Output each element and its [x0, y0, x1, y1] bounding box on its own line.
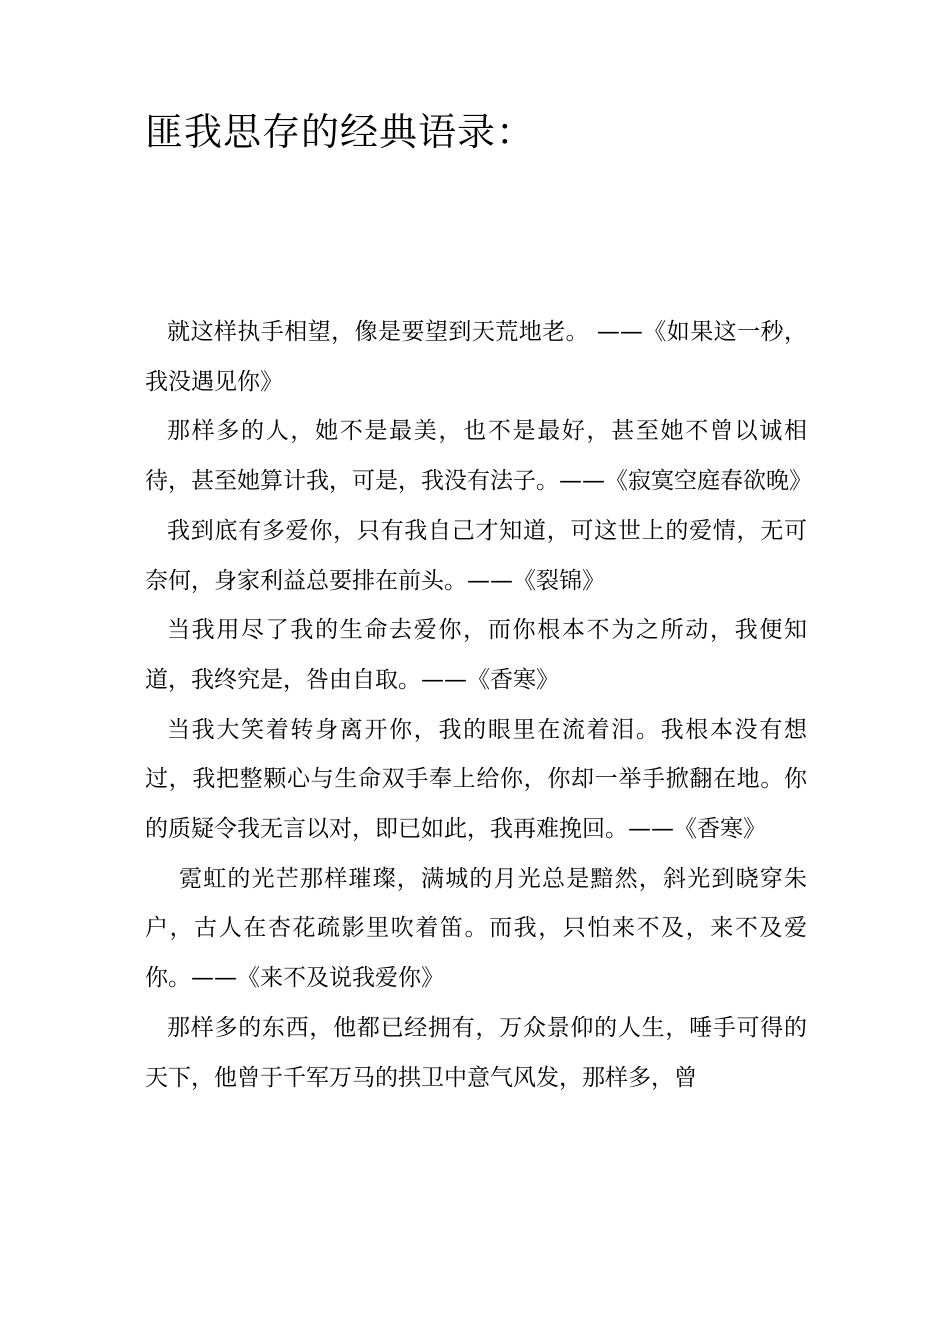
quote-paragraph: 就这样执手相望，像是要望到天荒地老。 ——《如果这一秒，我没遇见你》: [145, 319, 807, 395]
quote-paragraph: 当我用尽了我的生命去爱你，而你根本不为之所动，我便知道，我终究是，咎由自取。——《香寒》: [145, 617, 807, 693]
document-body: [145, 308, 812, 1103]
quote-paragraph: 那样多的人，她不是最美，也不是最好，甚至她不曾以诚相待，甚至她算计我，可是，我没有法子。——《寂寞空庭春欲晚》: [145, 418, 812, 495]
quote-paragraph: 我到底有多爱你，只有我自己才知道，可这世上的爱情，无可奈何，身家利益总要排在前头。——《裂锦》: [145, 517, 807, 594]
quote-paragraph: 当我大笑着转身离开你，我的眼里在流着泪。我根本没有想过，我把整颗心与生命双手奉上给你，你却一举手掀翻在地。你的质疑令我无言以对，即已如此，我再难挽回。——《香寒》: [145, 716, 807, 843]
quote-paragraph: 那样多的东西，他都已经拥有，万众景仰的人生，唾手可得的天下，他曾于千军万马的拱卫中意气风发，那样多，曾: [145, 1014, 807, 1091]
quote-paragraph: 霓虹的光芒那样璀璨，满城的月光总是黯然，斜光到晓穿朱户，古人在杏花疏影里吹着笛。而我，只怕来不及，来不及爱你。——《来不及说我爱你》: [145, 865, 807, 992]
document-title: 匪我思存的经典语录：: [145, 110, 536, 154]
